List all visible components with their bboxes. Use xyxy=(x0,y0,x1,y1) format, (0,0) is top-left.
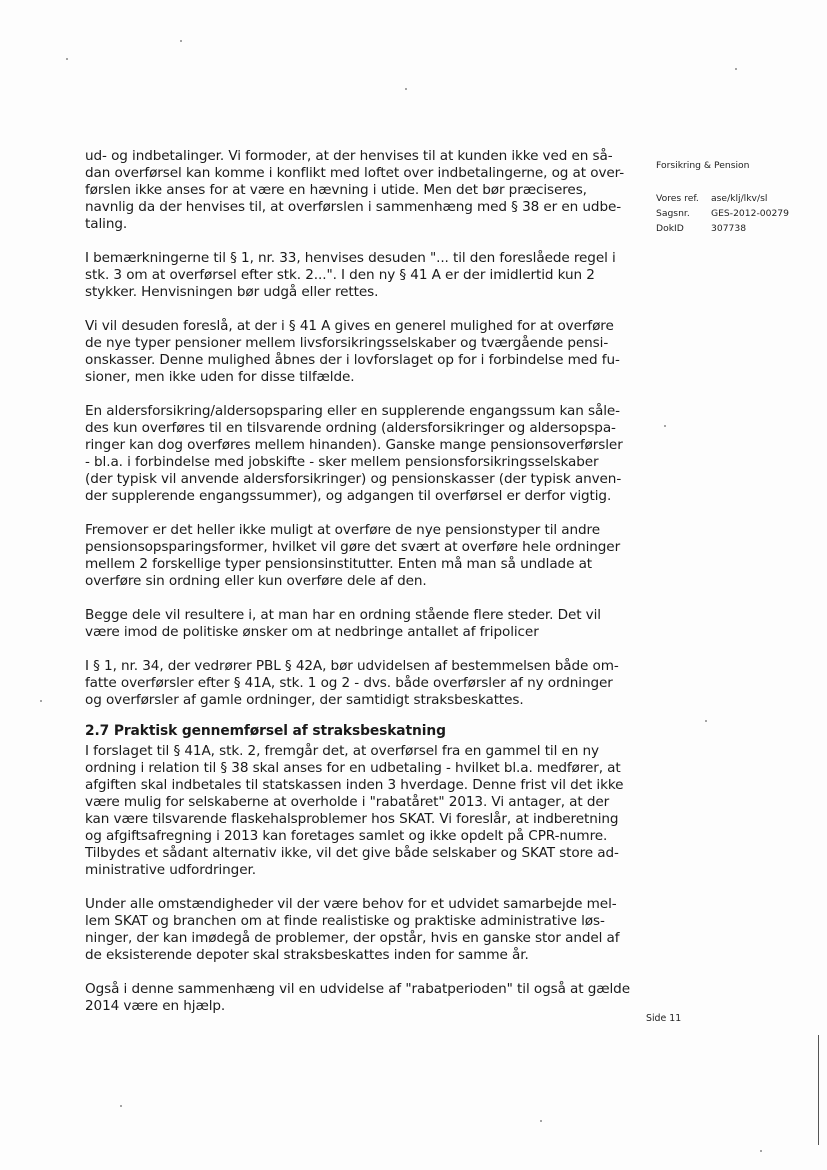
doc-id-value: 307738 xyxy=(711,223,747,234)
text-line: ringer kan dog overføres mellem hinanden). Ganske mange pensionsoverførsler xyxy=(85,437,623,453)
text-line: og overførsler af gamle ordninger, der samtidigt straksbeskattes. xyxy=(85,692,524,708)
paragraph-6 xyxy=(85,607,600,641)
text-line: de nye typer pensioner mellem livsforsikringsselskaber og tværgående pensi- xyxy=(85,335,609,351)
doc-id-label: DokID xyxy=(656,223,684,234)
text-line: ordning i relation til § 38 skal anses for en udbetaling - hvilket bl.a. medfører, at xyxy=(85,760,621,776)
paragraph-7 xyxy=(85,658,619,709)
text-line: kan være tilsvarende flaskehalsproblemer hos SKAT. Vi foreslår, at indberetning xyxy=(85,811,619,827)
scan-speck xyxy=(735,68,737,70)
text-line: stykker. Henvisningen bør udgå eller rettes. xyxy=(85,284,379,300)
scan-speck xyxy=(405,88,407,90)
scan-speck xyxy=(760,1150,762,1152)
doc-id-row xyxy=(656,221,816,236)
text-line: 2014 være en hjælp. xyxy=(85,998,226,1014)
text-line: Begge dele vil resultere i, at man har en ordning stående flere steder. Det vil xyxy=(85,607,601,623)
text-line: Vi vil desuden foreslå, at der i § 41 A gives en generel mulighed for at overføre xyxy=(85,318,614,334)
sidebar-info xyxy=(656,158,816,236)
text-line: der supplerende engangssummer), og adgangen til overførsel er derfor vigtig. xyxy=(85,488,612,504)
text-line: Fremover er det heller ikke muligt at overføre de nye pensionstyper til andre xyxy=(85,522,601,538)
text-line: - bl.a. i forbindelse med jobskifte - sker mellem pensionsforsikringsselskaber xyxy=(85,454,599,470)
scan-speck xyxy=(180,40,182,42)
page-number: Side 11 xyxy=(646,1013,682,1024)
text-line: ud- og indbetalinger. Vi formoder, at der henvises til at kunden ikke ved en så- xyxy=(85,148,613,164)
text-line: mellem 2 forskellige typer pensionsinstitutter. Enten må man så undlade at xyxy=(85,556,593,572)
scan-speck xyxy=(40,700,42,702)
scan-speck xyxy=(66,58,68,60)
text-line: førslen ikke anses for at være en hævning i utide. Men det bør præciseres, xyxy=(85,182,587,198)
scan-speck xyxy=(705,720,707,722)
paragraph-9 xyxy=(85,896,620,964)
scan-speck xyxy=(540,1120,542,1122)
text-line: afgiften skal indbetales til statskassen inden 3 hverdage. Denne frist vil det ikke xyxy=(85,777,624,793)
paragraph-3 xyxy=(85,318,620,386)
text-line: navnlig da der henvises til, at overførslen i sammenhæng med § 38 er en udbe- xyxy=(85,199,622,215)
text-line: Også i denne sammenhæng vil en udvidelse af "rabatperioden" til også at gælde xyxy=(85,981,630,997)
paragraph-5 xyxy=(85,522,621,590)
paragraph-4 xyxy=(85,403,623,505)
paragraph-2 xyxy=(85,250,616,301)
text-line: lem SKAT og branchen om at finde realistiske og praktiske administrative løs- xyxy=(85,913,605,929)
text-line: I § 1, nr. 34, der vedrører PBL § 42A, bør udvidelsen af bestemmelsen både om- xyxy=(85,658,619,674)
text-line: pensionsopsparingsformer, hvilket vil gøre det svært at overføre hele ordninger xyxy=(85,539,621,555)
text-line: stk. 3 om at overførsel efter stk. 2...". I den ny § 41 A er der imidlertid kun 2 xyxy=(85,267,595,283)
text-line: taling. xyxy=(85,216,128,232)
reference-label: Vores ref. xyxy=(656,193,699,204)
case-number-label: Sagsnr. xyxy=(656,208,690,219)
text-line: sioner, men ikke uden for disse tilfælde. xyxy=(85,369,355,385)
text-line: overføre sin ordning eller kun overføre dele af den. xyxy=(85,573,427,589)
text-line: være mulig for selskaberne at overholde i "rabatåret" 2013. Vi antager, at der xyxy=(85,794,610,810)
text-line: des kun overføres til en tilsvarende ordning (aldersforsikringer og aldersopspa- xyxy=(85,420,616,436)
case-number-value: GES-2012-00279 xyxy=(711,208,789,219)
reference-value: ase/klj/lkv/sl xyxy=(711,193,768,204)
text-line: I forslaget til § 41A, stk. 2, fremgår det, at overførsel fra en gammel til en ny xyxy=(85,743,599,759)
scan-edge-line xyxy=(818,1035,819,1145)
paragraph-10 xyxy=(85,981,630,1015)
text-line: Under alle omstændigheder vil der være behov for et udvidet samarbejde mel- xyxy=(85,896,617,912)
section-heading: 2.7 Praktisk gennemførsel af straksbeskatning xyxy=(85,723,446,739)
company-name: Forsikring & Pension xyxy=(656,160,750,171)
text-line: En aldersforsikring/aldersopsparing eller en supplerende engangssum kan såle- xyxy=(85,403,620,419)
text-line: de eksisterende depoter skal straksbeskattes inden for samme år. xyxy=(85,947,529,963)
text-line: dan overførsel kan komme i konflikt med loftet over indbetalingerne, og at over- xyxy=(85,165,625,181)
text-line: fatte overførsler efter § 41A, stk. 1 og 2 - dvs. både overførsler af ny ordninger xyxy=(85,675,613,691)
text-line: (der typisk vil anvende aldersforsikringer) og pensionskasser (der typisk anven- xyxy=(85,471,622,487)
scan-speck xyxy=(664,425,666,427)
text-line: ministrative udfordringer. xyxy=(85,862,256,878)
scan-speck xyxy=(120,1105,122,1107)
reference-row xyxy=(656,191,816,206)
body-text xyxy=(85,148,630,1015)
text-line: og afgiftsafregning i 2013 kan foretages samlet og ikke opdelt på CPR-numre. xyxy=(85,828,608,844)
text-line: være imod de politiske ønsker om at nedbringe antallet af fripolicer xyxy=(85,624,539,640)
case-number-row xyxy=(656,206,816,221)
text-line: I bemærkningerne til § 1, nr. 33, henvises desuden "... til den foreslåede regel i xyxy=(85,250,616,266)
text-line: Tilbydes et sådant alternativ ikke, vil det give både selskaber og SKAT store ad- xyxy=(85,845,619,861)
text-line: ninger, der kan imødegå de problemer, der opstår, hvis en ganske stor andel af xyxy=(85,930,620,946)
paragraph-1 xyxy=(85,148,625,233)
paragraph-8 xyxy=(85,743,624,879)
text-line: onskasser. Denne mulighed åbnes der i lovforslaget op for i forbindelse med fu- xyxy=(85,352,620,368)
